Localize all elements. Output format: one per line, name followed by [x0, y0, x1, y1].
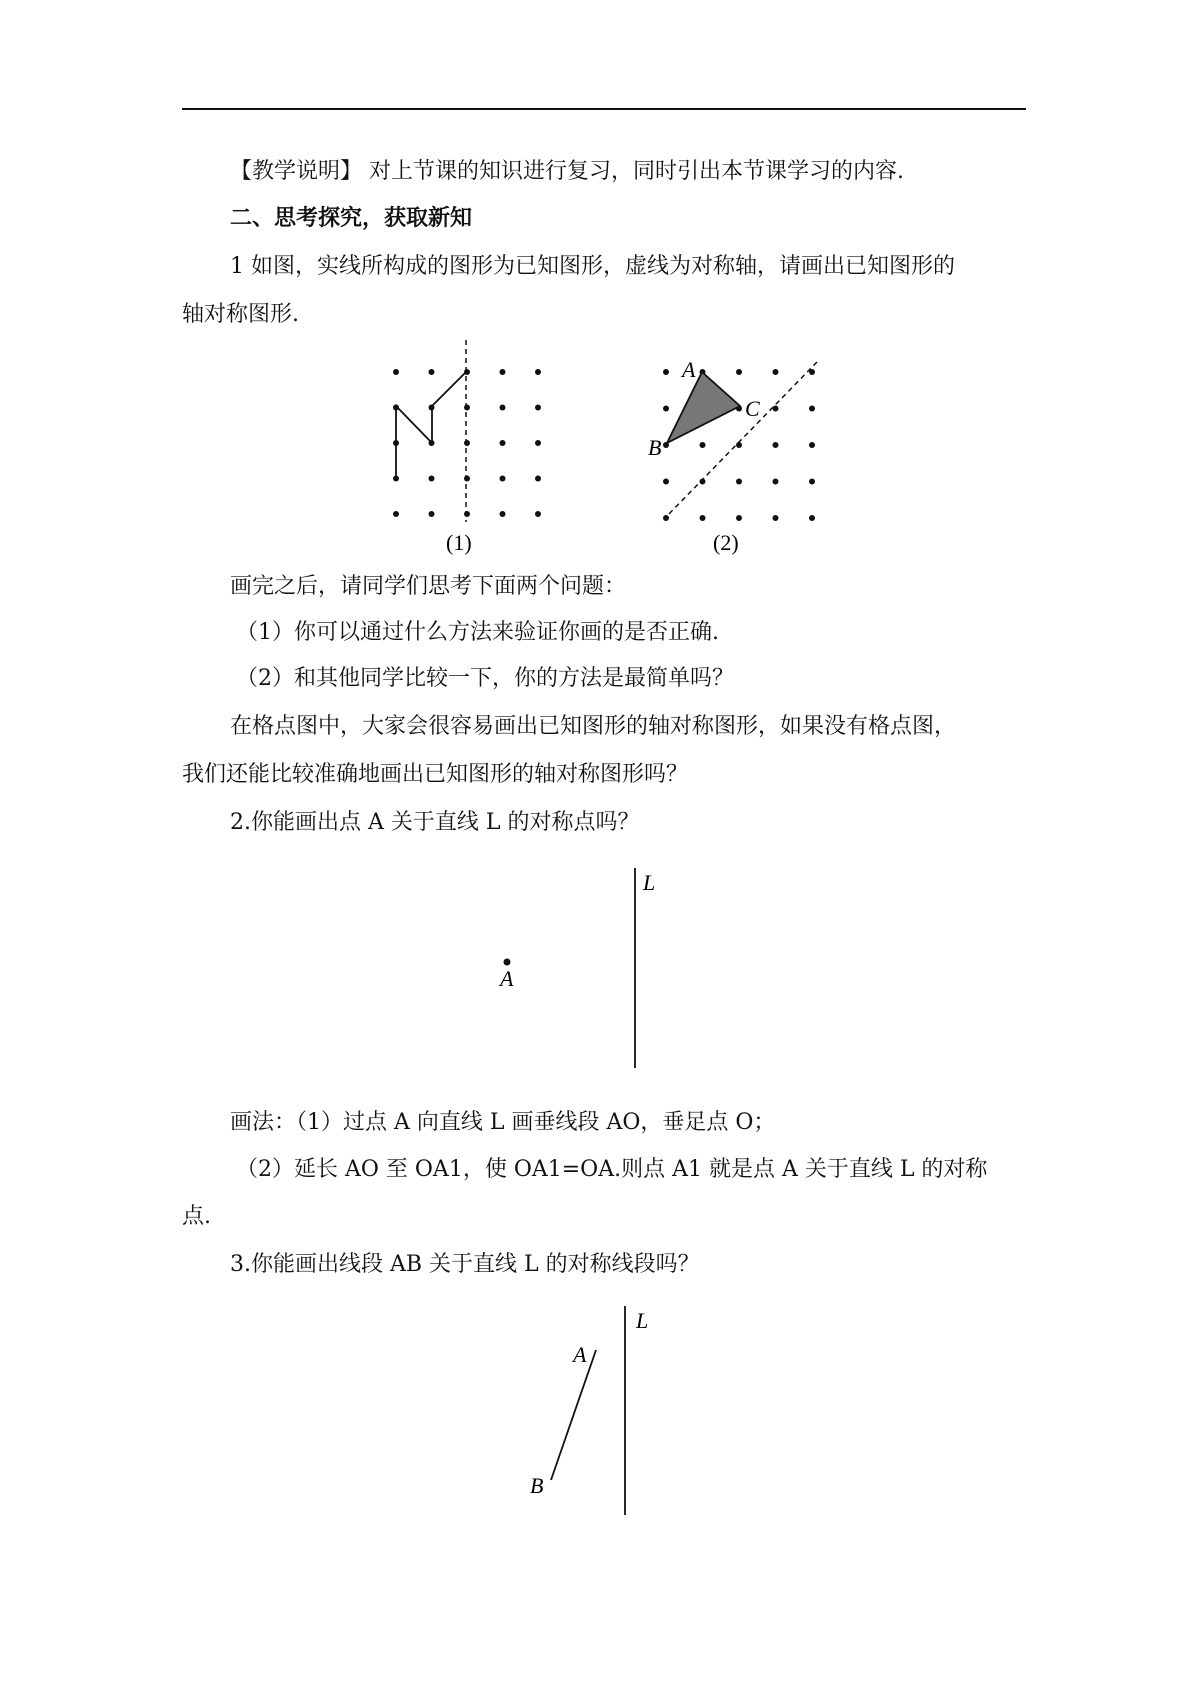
question-a: （1）你可以通过什么方法来验证你画的是否正确. — [236, 620, 719, 645]
grid-note-line-2: 我们还能比较准确地画出已知图形的轴对称图形吗？ — [182, 762, 689, 787]
question-3: 3.你能画出线段 AB 关于直线 L 的对称线段吗？ — [230, 1252, 700, 1277]
label-a-fig2: A — [500, 966, 514, 991]
after-drawing-text: 画完之后，请同学们思考下面两个问题： — [230, 574, 627, 599]
caption-1: (1) — [446, 530, 472, 555]
section-two-heading: 二、思考探究，获取新知 — [230, 205, 473, 231]
grid-note-line-1: 在格点图中，大家会很容易画出已知图形的轴对称图形，如果没有格点图， — [230, 714, 957, 739]
label-b-fig3: B — [530, 1473, 544, 1498]
label-c-fig1: C — [745, 396, 760, 421]
method-step-2-line-2: 点. — [182, 1204, 211, 1229]
label-l-fig2: L — [643, 870, 656, 895]
question-1-line-2: 轴对称图形. — [182, 302, 299, 327]
label-a-fig3: A — [573, 1342, 587, 1367]
caption-2: (2) — [713, 530, 739, 555]
question-b: （2）和其他同学比较一下，你的方法是最简单吗？ — [236, 666, 734, 691]
label-b-fig1: B — [648, 435, 662, 460]
label-l-fig3: L — [636, 1308, 649, 1333]
question-2: 2.你能画出点 A 关于直线 L 的对称点吗？ — [230, 810, 640, 835]
label-a-fig1: A — [682, 357, 696, 382]
question-1-line-1: 1 如图，实线所构成的图形为已知图形，虚线为对称轴，请画出已知图形的 — [230, 254, 955, 279]
method-step-2-line-1: （2）延长 AO 至 OA1，使 OA1=OA.则点 A1 就是点 A 关于直线 L 的对称 — [236, 1157, 988, 1182]
method-step-1: 画法：（1）过点 A 向直线 L 画垂线段 AO，垂足点 O； — [230, 1110, 776, 1135]
teaching-note: 【教学说明】 对上节课的知识进行复习，同时引出本节课学习的内容. — [230, 159, 904, 184]
segment-ab — [551, 1350, 596, 1480]
